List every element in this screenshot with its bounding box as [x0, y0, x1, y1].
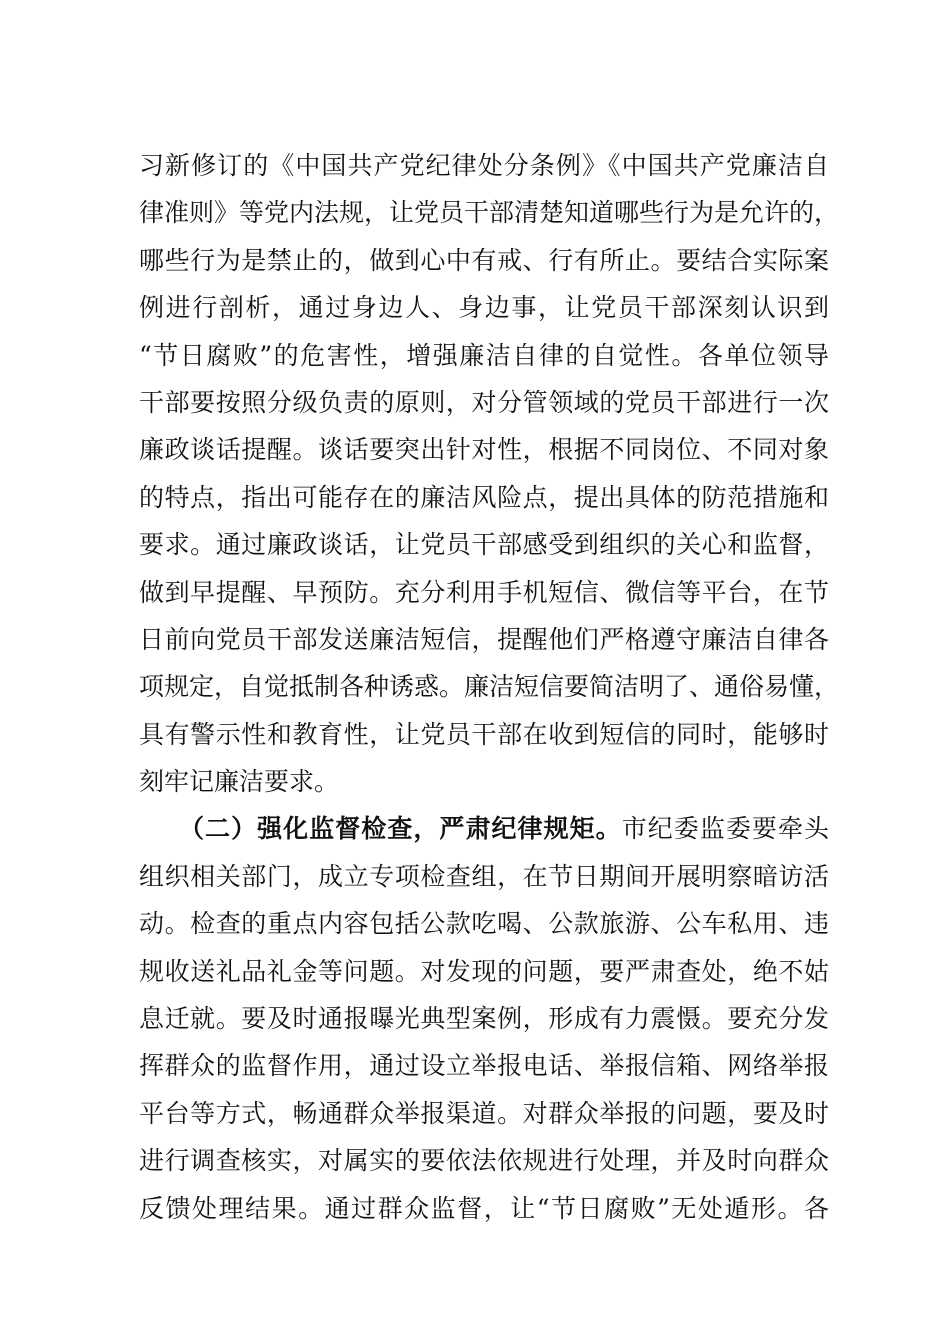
text-line: 平台等方式，畅通群众举报渠道。对群众举报的问题，要及时	[139, 1098, 829, 1128]
text-line: 挥群众的监督作用，通过设立举报电话、举报信箱、网络举报	[139, 1051, 829, 1081]
text-line: 息迁就。要及时通报曝光典型案例，形成有力震慑。要充分发	[139, 1004, 829, 1034]
text-line: 做到早提醒、早预防。充分利用手机短信、微信等平台，在节	[139, 577, 829, 607]
text-line: 组织相关部门，成立专项检查组，在节日期间开展明察暗访活	[139, 861, 829, 891]
text-line: 习新修订的《中国共产党纪律处分条例》《中国共产党廉洁自	[139, 151, 829, 180]
section-heading: （二）强化监督检查，严肃纪律规矩。	[179, 814, 622, 844]
text-line: 规收送礼品礼金等问题。对发现的问题，要严肃查处，绝不姑	[139, 956, 829, 986]
text-line: 例进行剖析，通过身边人、身边事，让党员干部深刻认识到	[139, 293, 829, 323]
paragraph-2	[139, 805, 829, 1232]
text-line: 律准则》等党内法规，让党员干部清楚知道哪些行为是允许的，	[139, 198, 840, 228]
text-line: 干部要按照分级负责的原则，对分管领域的党员干部进行一次	[139, 387, 829, 417]
text-line: 廉政谈话提醒。谈话要突出针对性，根据不同岗位、不同对象	[139, 435, 829, 465]
text-line: 动。检查的重点内容包括公款吃喝、公款旅游、公车私用、违	[139, 909, 829, 939]
text-line: 要求。通过廉政谈话，让党员干部感受到组织的关心和监督，	[139, 530, 829, 560]
text-line: 项规定，自觉抵制各种诱惑。廉洁短信要简洁明了、通俗易懂，	[139, 672, 840, 702]
text-line: 日前向党员干部发送廉洁短信，提醒他们严格遵守廉洁自律各	[139, 624, 829, 654]
text-run: 市纪委监委要牵头	[621, 814, 829, 844]
paragraph-1	[139, 142, 840, 805]
text-line: 的特点，指出可能存在的廉洁风险点，提出具体的防范措施和	[139, 482, 829, 512]
text-line: 具有警示性和教育性，让党员干部在收到短信的同时，能够时	[139, 719, 829, 749]
text-line: 哪些行为是禁止的，做到心中有戒、行有所止。要结合实际案	[139, 245, 829, 275]
document-body	[139, 142, 840, 1232]
text-line	[139, 805, 829, 852]
text-line: 进行调查核实，对属实的要依法依规进行处理，并及时向群众	[139, 1146, 829, 1176]
text-line: 反馈处理结果。通过群众监督，让“节日腐败”无处遁形。各	[139, 1193, 829, 1223]
text-line: 刻牢记廉洁要求。	[139, 767, 340, 797]
text-line: “节日腐败”的危害性，增强廉洁自律的自觉性。各单位领导	[139, 340, 829, 370]
